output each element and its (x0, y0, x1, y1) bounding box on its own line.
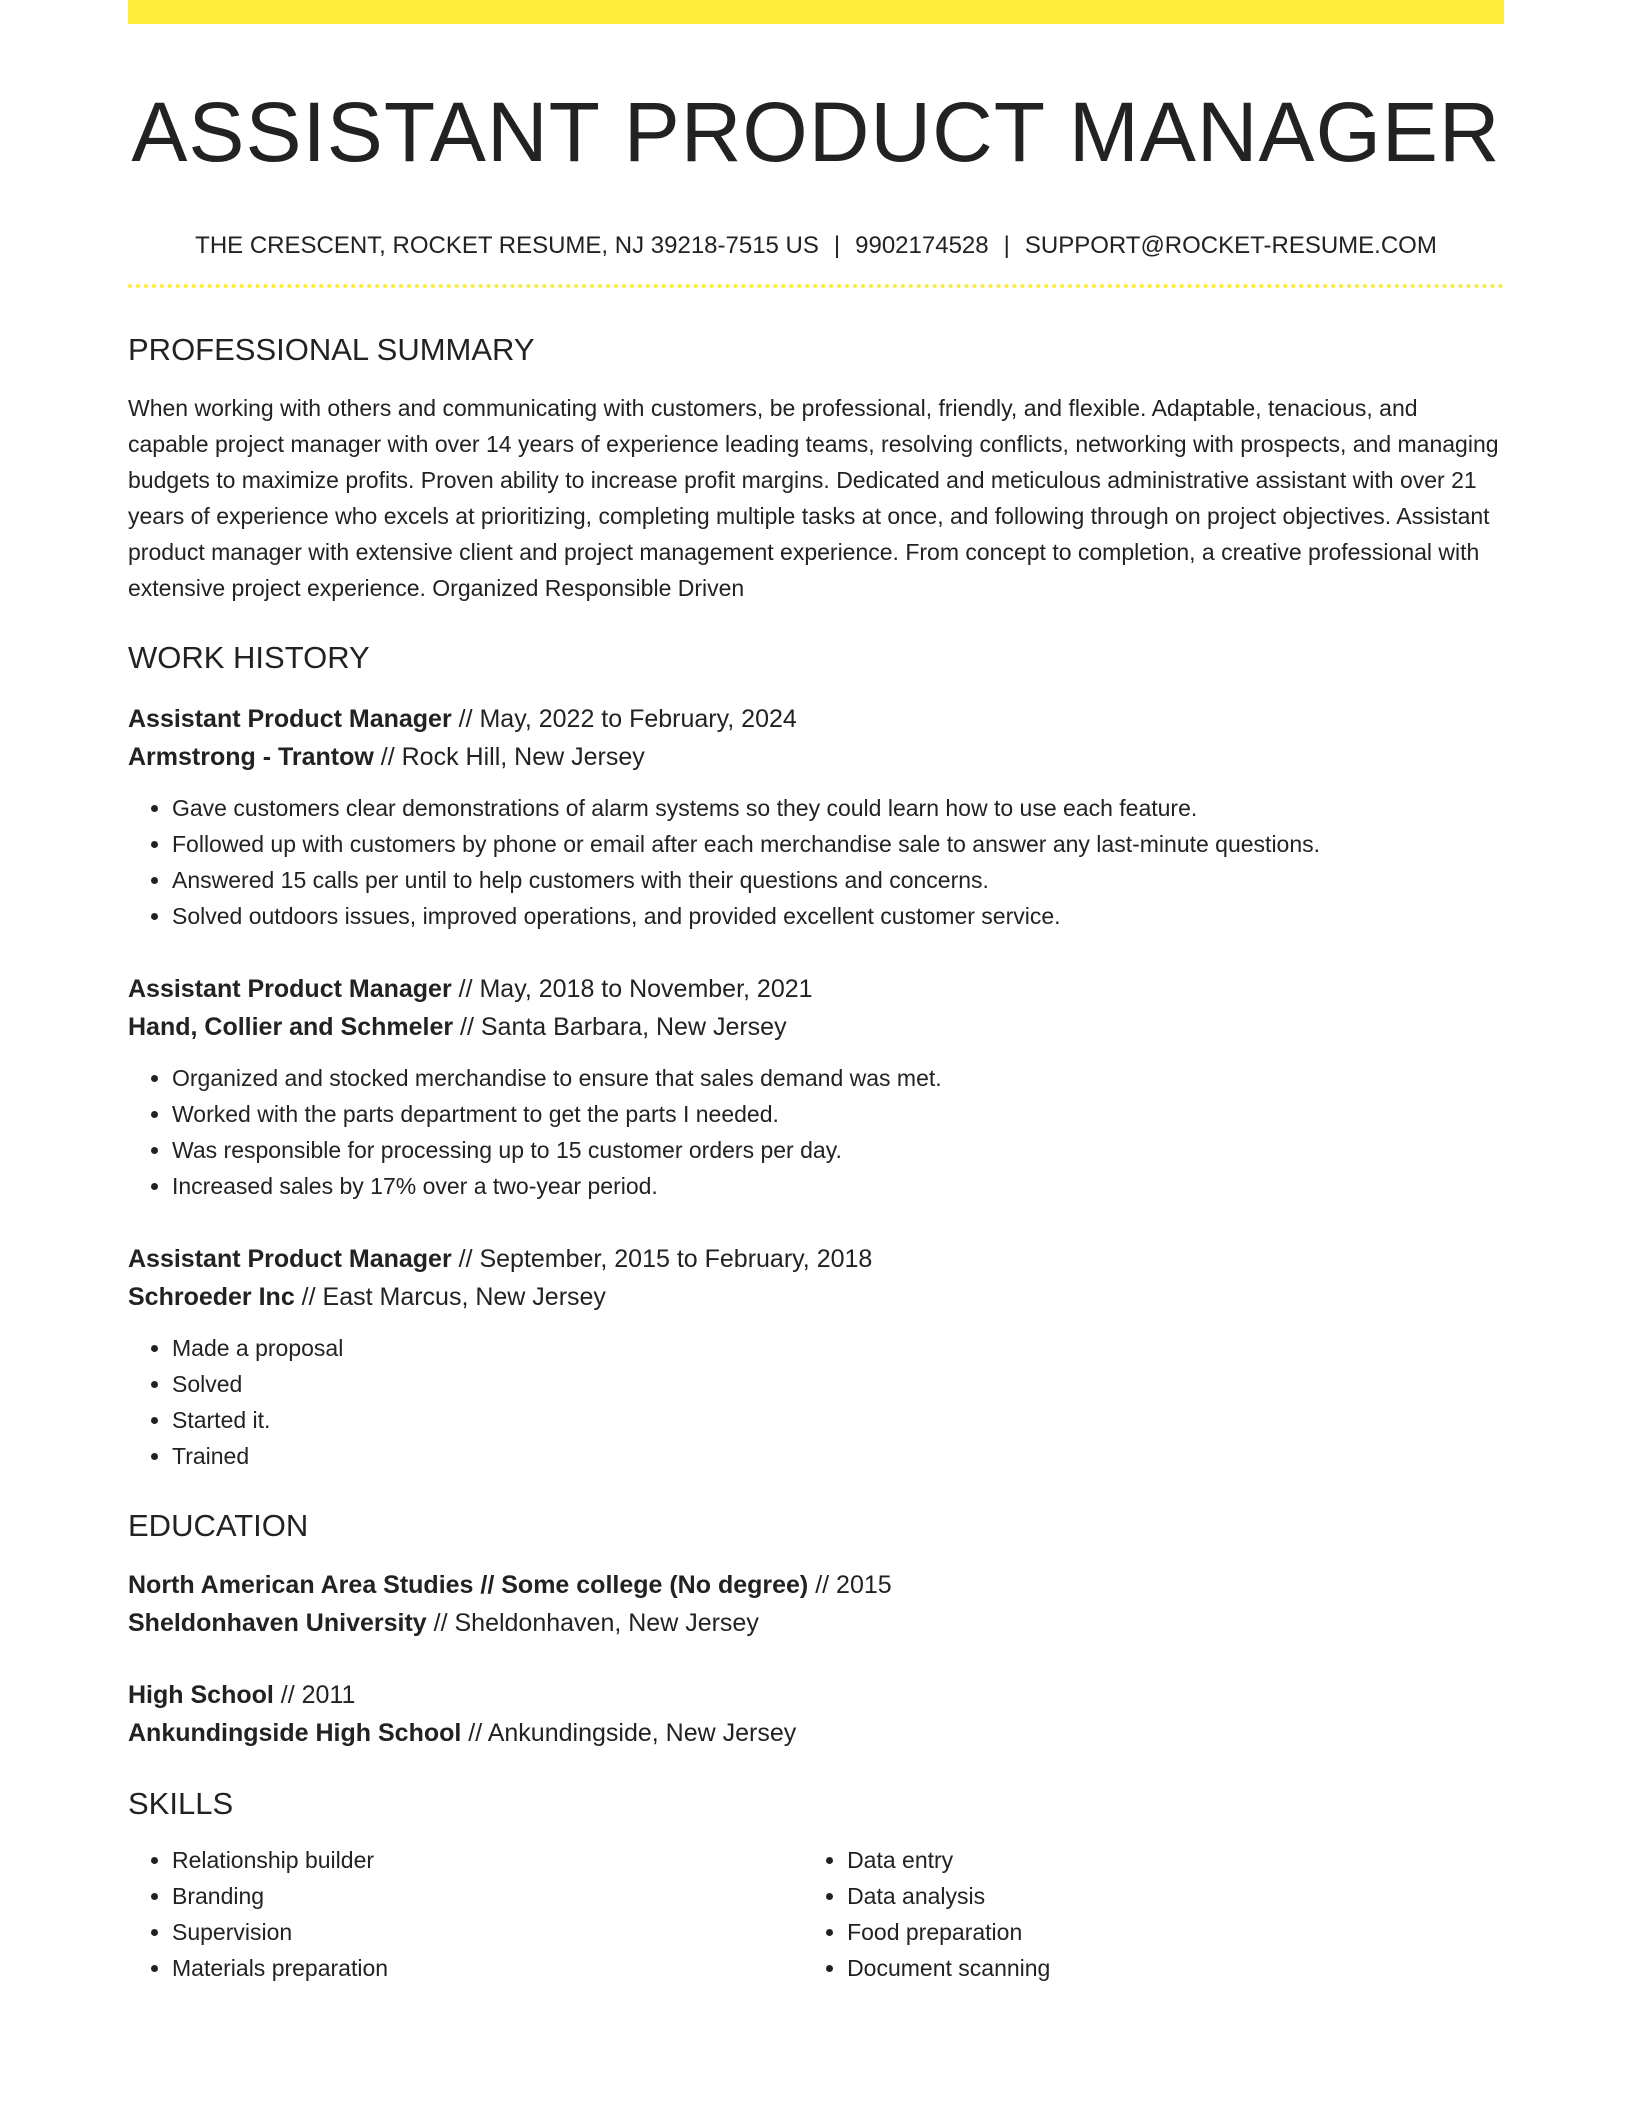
dotted-divider (128, 284, 1504, 288)
skill-item: • Document scanning (847, 1950, 1504, 1986)
job-title-line (128, 1240, 1504, 1278)
job-dates: // May, 2022 to February, 2024 (451, 705, 797, 734)
list-item: • Solved (172, 1366, 1504, 1402)
summary-heading: PROFESSIONAL SUMMARY (128, 332, 535, 368)
education-location: // Ankundingside, New Jersey (461, 1719, 797, 1748)
list-item: • Gave customers clear demonstrations of alarm systems so they could learn how to use each feature. (172, 790, 1504, 826)
education-heading: EDUCATION (128, 1508, 309, 1544)
skills-list-left (128, 1842, 803, 1986)
list-item: • Organized and stocked merchandise to ensure that sales demand was met. (172, 1060, 1504, 1096)
job-company: Hand, Collier and Schmeler (128, 1013, 454, 1042)
job-title-line (128, 700, 1504, 738)
job-company: Armstrong - Trantow (128, 743, 374, 772)
education-degree-line (128, 1566, 1504, 1604)
education-degree-line (128, 1676, 1504, 1714)
job-bullets (128, 1330, 1504, 1474)
job-bullets (128, 790, 1504, 934)
job-location: // East Marcus, New Jersey (294, 1283, 606, 1312)
skill-item: • Relationship builder (172, 1842, 803, 1878)
job-entry (128, 700, 1504, 934)
contact-separator: | (833, 232, 841, 260)
job-title: Assistant Product Manager (128, 975, 452, 1004)
skill-item: • Data analysis (847, 1878, 1504, 1914)
education-degree: North American Area Studies // Some college (No degree) (128, 1571, 809, 1600)
job-company-line (128, 1008, 1504, 1046)
education-school: Ankundingside High School (128, 1719, 462, 1748)
skills-heading: SKILLS (128, 1786, 234, 1822)
education-school-line (128, 1604, 1504, 1642)
education-year: // 2011 (273, 1681, 356, 1710)
list-item: • Worked with the parts department to get the parts I needed. (172, 1096, 1504, 1132)
job-dates: // May, 2018 to November, 2021 (451, 975, 813, 1004)
contact-separator: | (1003, 232, 1010, 260)
job-entry (128, 1240, 1504, 1474)
education-year: // 2015 (808, 1571, 892, 1600)
job-company-line (128, 738, 1504, 776)
resume-page (128, 0, 1504, 1986)
skill-item: • Food preparation (847, 1914, 1504, 1950)
job-dates: // September, 2015 to February, 2018 (451, 1245, 873, 1274)
page-title: ASSISTANT PRODUCT MANAGER (131, 85, 1501, 179)
job-title: Assistant Product Manager (128, 1245, 452, 1274)
list-item: • Followed up with customers by phone or email after each merchandise sale to answer any last-minute questions. (172, 826, 1504, 862)
list-item: • Answered 15 calls per until to help customers with their questions and concerns. (172, 862, 1504, 898)
work-history-heading: WORK HISTORY (128, 640, 370, 676)
skill-item: • Supervision (172, 1914, 803, 1950)
skills-columns (128, 1842, 1504, 1986)
accent-top-bar (128, 0, 1504, 24)
skill-item: • Branding (172, 1878, 803, 1914)
summary-text: When working with others and communicating with customers, be professional, friendly, and flexible. Adaptable, tenacious, and capable project manager with over 14 years of experience leading teams, resolving conflicts, networking with prospects, and managing budgets to maximize profits. Proven ability to increase profit margins. Dedicated and meticulous administrative assistant with over 21 years of experience who excels at prioritizing, completing multiple tasks at once, and following through on project objectives. Assistant product manager with extensive client and project management experience. From concept to completion, a creative professional with extensive project experience. Organized Responsible Driven (128, 395, 1499, 602)
contact-line (128, 230, 1504, 262)
list-item: • Increased sales by 17% over a two-year period. (172, 1168, 1504, 1204)
job-title-line (128, 970, 1504, 1008)
skill-item: • Data entry (847, 1842, 1504, 1878)
job-entry (128, 970, 1504, 1204)
skill-item: • Materials preparation (172, 1950, 803, 1986)
list-item: • Made a proposal (172, 1330, 1504, 1366)
list-item: • Trained (172, 1438, 1504, 1474)
job-location: // Rock Hill, New Jersey (373, 743, 645, 772)
email: SUPPORT@ROCKET-RESUME.COM (1024, 232, 1437, 260)
education-degree: High School (128, 1681, 274, 1710)
list-item: • Started it. (172, 1402, 1504, 1438)
list-item: • Solved outdoors issues, improved operations, and provided excellent customer service. (172, 898, 1504, 934)
job-bullets (128, 1060, 1504, 1204)
education-entry (128, 1676, 1504, 1752)
education-school: Sheldonhaven University (128, 1609, 427, 1638)
education-entry (128, 1566, 1504, 1642)
skills-list-right (803, 1842, 1504, 1986)
education-school-line (128, 1714, 1504, 1752)
job-company-line (128, 1278, 1504, 1316)
education-location: // Sheldonhaven, New Jersey (426, 1609, 759, 1638)
phone: 9902174528 (855, 232, 989, 260)
list-item: • Was responsible for processing up to 15 customer orders per day. (172, 1132, 1504, 1168)
job-company: Schroeder Inc (128, 1283, 295, 1312)
job-location: // Santa Barbara, New Jersey (453, 1013, 787, 1042)
job-title: Assistant Product Manager (128, 705, 452, 734)
address: THE CRESCENT, ROCKET RESUME, NJ 39218-7515 US (195, 232, 819, 260)
